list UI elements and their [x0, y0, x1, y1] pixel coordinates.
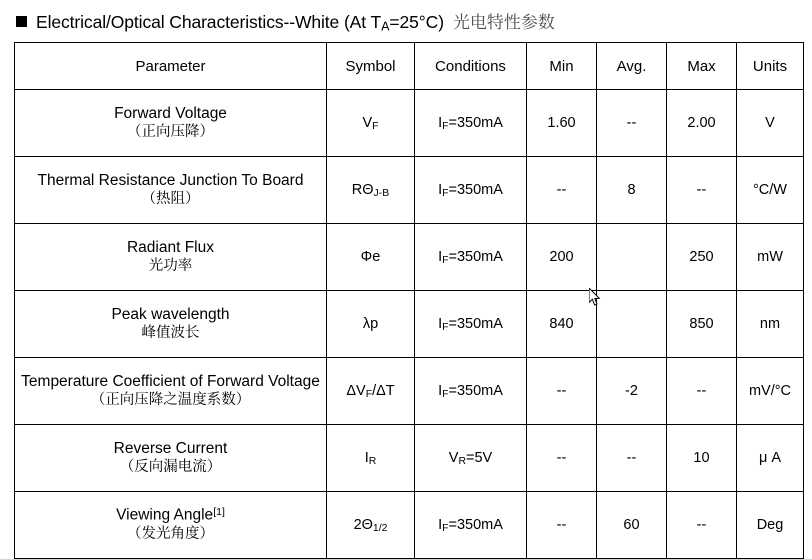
column-header-parameter: Parameter [15, 43, 327, 90]
cell-conditions: IF=350mA [415, 224, 527, 291]
cell-avg: 8 [597, 157, 667, 224]
title-chinese: 光电特性参数 [452, 13, 555, 32]
cell-parameter [15, 358, 327, 425]
parameter-chinese: （反向漏电流） [119, 458, 222, 475]
column-header-max: Max [667, 43, 737, 90]
cell-min: -- [527, 157, 597, 224]
cell-parameter [15, 157, 327, 224]
column-header-symbol: Symbol [327, 43, 415, 90]
cell-avg: -- [597, 90, 667, 157]
cell-max: 10 [667, 425, 737, 492]
cell-min: -- [527, 425, 597, 492]
table-row [15, 291, 804, 358]
table-row [15, 90, 804, 157]
cell-symbol: Φe [327, 224, 415, 291]
parameter-chinese: 峰值波长 [141, 324, 200, 341]
cell-min: 1.60 [527, 90, 597, 157]
cell-parameter [15, 291, 327, 358]
table-row [15, 358, 804, 425]
parameter-english: Temperature Coefficient of Forward Voltage [21, 372, 320, 390]
cell-min: -- [527, 492, 597, 559]
cell-min: 200 [527, 224, 597, 291]
column-header-conditions: Conditions [415, 43, 527, 90]
parameter-chinese: （正向压降） [127, 123, 214, 140]
parameter-english: Viewing Angle[1] [116, 506, 225, 525]
cell-conditions: IF=350mA [415, 358, 527, 425]
parameter-english: Radiant Flux [126, 238, 214, 256]
cell-conditions: IF=350mA [415, 90, 527, 157]
cell-units: nm [737, 291, 804, 358]
cell-units: mV/°C [737, 358, 804, 425]
cell-parameter [15, 492, 327, 559]
cell-max: -- [667, 492, 737, 559]
characteristics-table [14, 42, 804, 559]
cell-avg [597, 224, 667, 291]
cell-units: mW [737, 224, 804, 291]
title-english: Electrical/Optical Characteristics--White (At TA=25°C) [36, 12, 444, 34]
page-title [10, 8, 802, 33]
cell-max: 850 [667, 291, 737, 358]
cell-symbol: VF [327, 90, 415, 157]
cell-avg: -2 [597, 358, 667, 425]
square-bullet-icon [16, 16, 27, 27]
cell-max: -- [667, 157, 737, 224]
cell-min: 840 [527, 291, 597, 358]
cell-units: °C/W [737, 157, 804, 224]
parameter-chinese: （热阻） [141, 190, 200, 207]
table-header-row [15, 43, 804, 90]
cell-max: 2.00 [667, 90, 737, 157]
column-header-min: Min [527, 43, 597, 90]
parameter-chinese: （发光角度） [127, 526, 214, 543]
parameter-chinese: （正向压降之温度系数） [90, 391, 251, 408]
table-row [15, 157, 804, 224]
parameter-english: Forward Voltage [114, 104, 227, 122]
cell-avg [597, 291, 667, 358]
cell-conditions: VR=5V [415, 425, 527, 492]
cell-symbol: IR [327, 425, 415, 492]
cell-symbol: RΘJ-B [327, 157, 415, 224]
cell-conditions: IF=350mA [415, 492, 527, 559]
table-row [15, 224, 804, 291]
cell-units: V [737, 90, 804, 157]
cell-max: -- [667, 358, 737, 425]
cell-conditions: IF=350mA [415, 291, 527, 358]
cell-parameter [15, 90, 327, 157]
cell-avg: -- [597, 425, 667, 492]
cell-avg: 60 [597, 492, 667, 559]
parameter-english: Peak wavelength [111, 305, 230, 323]
cell-conditions: IF=350mA [415, 157, 527, 224]
table-row [15, 492, 804, 559]
cell-units: μ A [737, 425, 804, 492]
cell-symbol: ΔVF/ΔT [327, 358, 415, 425]
parameter-chinese: 光功率 [148, 257, 193, 274]
table-row [15, 425, 804, 492]
parameter-english: Reverse Current [113, 439, 228, 457]
cell-units: Deg [737, 492, 804, 559]
cell-symbol: 2Θ1/2 [327, 492, 415, 559]
cell-parameter [15, 425, 327, 492]
column-header-units: Units [737, 43, 804, 90]
column-header-avg: Avg. [597, 43, 667, 90]
cell-min: -- [527, 358, 597, 425]
cell-parameter [15, 224, 327, 291]
cell-symbol: λp [327, 291, 415, 358]
parameter-english: Thermal Resistance Junction To Board [37, 171, 304, 189]
cell-max: 250 [667, 224, 737, 291]
